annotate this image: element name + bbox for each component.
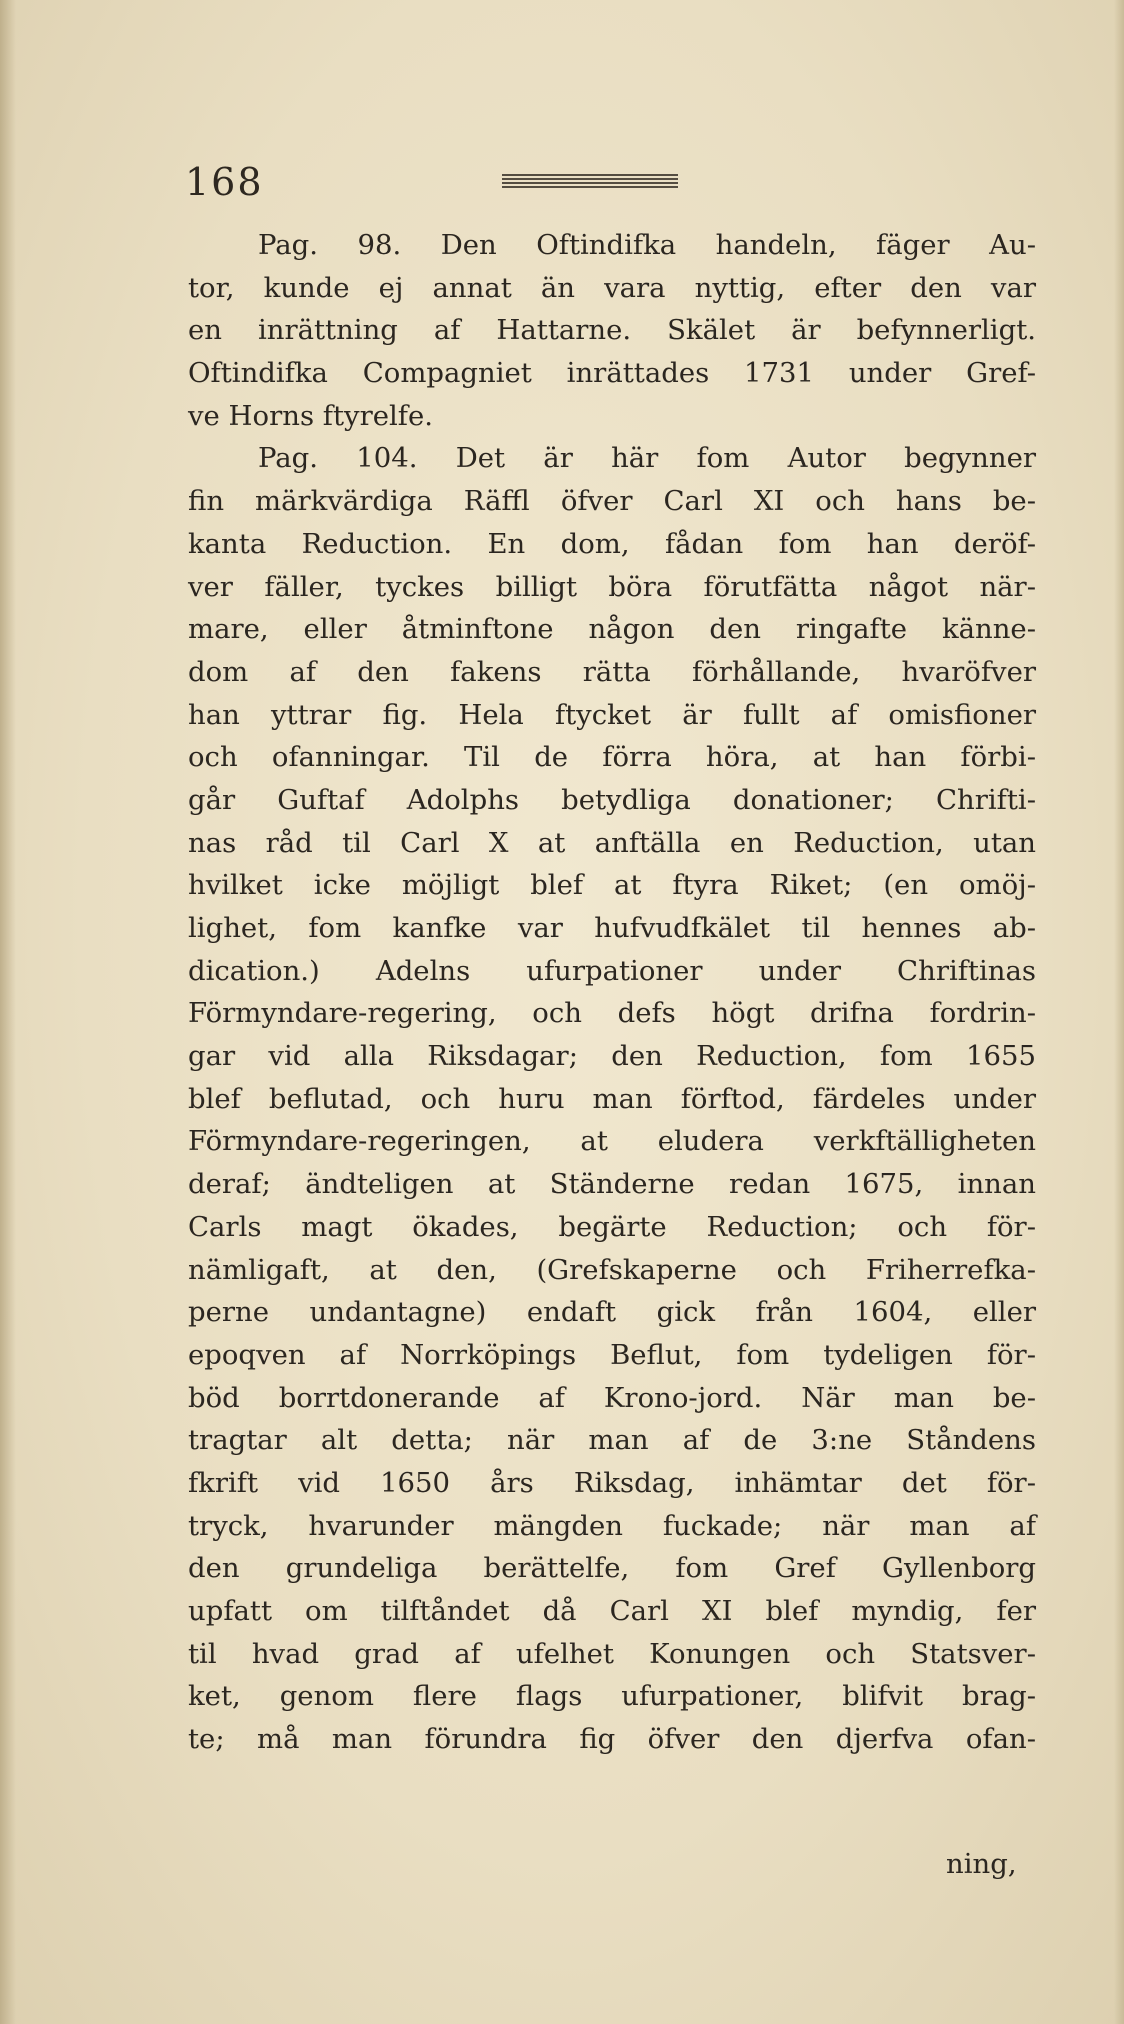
text-line: upfatt om tilftåndet då Carl XI blef myndig, fer bbox=[188, 1595, 1036, 1627]
page-edge-shadow-right bbox=[1114, 0, 1124, 2024]
text-line: dom af den fakens rätta förhållande, hvaröfver bbox=[188, 655, 1036, 688]
text-line: fkrift vid 1650 års Riksdag, inhämtar det för- bbox=[188, 1466, 1036, 1499]
text-line: Pag. 104. Det är här fom Autor begynner bbox=[258, 442, 1036, 475]
text-line: böd borrtdonerande af Krono-jord. När man be- bbox=[188, 1381, 1036, 1414]
page-header bbox=[185, 160, 705, 204]
text-line: Oftindifka Compagniet inrättades 1731 under Gref- bbox=[188, 357, 1036, 390]
text-line: tryck, hvarunder mängden fuckade; när man af bbox=[188, 1509, 1036, 1542]
page-number: 168 bbox=[185, 160, 264, 204]
text-line: ket, genom flere flags ufurpationer, blifvit brag- bbox=[188, 1680, 1036, 1713]
text-line: te; må man förundra fig öfver den djerfva ofan- bbox=[188, 1723, 1036, 1756]
text-line: Pag. 98. Den Oftindifka handeln, fäger Au- bbox=[258, 229, 1036, 261]
text-line: deraf; ändteligen at Ständerne redan 1675, innan bbox=[188, 1168, 1036, 1201]
text-line: tragtar alt detta; när man af de 3:ne Ståndens bbox=[188, 1424, 1036, 1457]
page-edge-shadow-left bbox=[0, 0, 16, 2024]
text-line: Förmyndare-regeringen, at eludera verkftälligheten bbox=[188, 1125, 1036, 1158]
text-line: Förmyndare-regering, och defs högt drifna fordrin- bbox=[188, 997, 1036, 1030]
text-line: en inrättning af Hattarne. Skälet är befynnerligt. bbox=[188, 314, 1036, 347]
text-line: blef beflutad, och huru man förftod, färdeles under bbox=[188, 1082, 1036, 1115]
text-line: lighet, fom kanfke var hufvudfkälet til hennes ab- bbox=[188, 912, 1036, 944]
text-line: nämligaft, at den, (Grefskaperne och Friherrefka- bbox=[188, 1253, 1036, 1286]
text-line: epoqven af Norrköpings Beflut, fom tydeligen för- bbox=[188, 1338, 1036, 1371]
text-line: gar vid alla Riksdagar; den Reduction, fom 1655 bbox=[188, 1040, 1036, 1073]
text-line: nas råd til Carl X at anftälla en Reduction, utan bbox=[188, 826, 1036, 859]
catchword: ning, bbox=[946, 1848, 1017, 1880]
text-line: fin märkvärdiga Räffl öfver Carl XI och hans be- bbox=[188, 485, 1036, 518]
body-text bbox=[188, 224, 1036, 1761]
text-line: til hvad grad af ufelhet Konungen och Statsver- bbox=[188, 1637, 1036, 1670]
text-line: ve Horns ftyrelfe. bbox=[188, 399, 433, 432]
header-ornament-rule bbox=[502, 174, 678, 190]
text-line: mare, eller åtminftone någon den ringafte känne- bbox=[188, 613, 1036, 646]
text-line: går Guftaf Adolphs betydliga donationer; Chrifti- bbox=[188, 783, 1036, 816]
text-line: tor, kunde ej annat än vara nyttig, efter den var bbox=[188, 271, 1036, 304]
text-line: han yttrar fig. Hela ftycket är fullt af omisfioner bbox=[188, 698, 1036, 731]
text-line: den grundeliga berättelfe, fom Gref Gyllenborg bbox=[188, 1552, 1036, 1585]
text-line: kanta Reduction. En dom, fådan fom han deröf- bbox=[188, 527, 1036, 560]
text-line: perne undantagne) endaft gick från 1604, eller bbox=[188, 1296, 1036, 1329]
text-line: hvilket icke möjligt blef at ftyra Riket; (en omöj- bbox=[188, 869, 1036, 902]
text-line: Carls magt ökades, begärte Reduction; och för- bbox=[188, 1210, 1036, 1243]
text-line: och ofanningar. Til de förra höra, at han förbi- bbox=[188, 741, 1036, 774]
text-line: dication.) Adelns ufurpationer under Chriftinas bbox=[188, 954, 1036, 987]
text-line: ver fäller, tyckes billigt böra förutfätta något när- bbox=[188, 570, 1036, 603]
